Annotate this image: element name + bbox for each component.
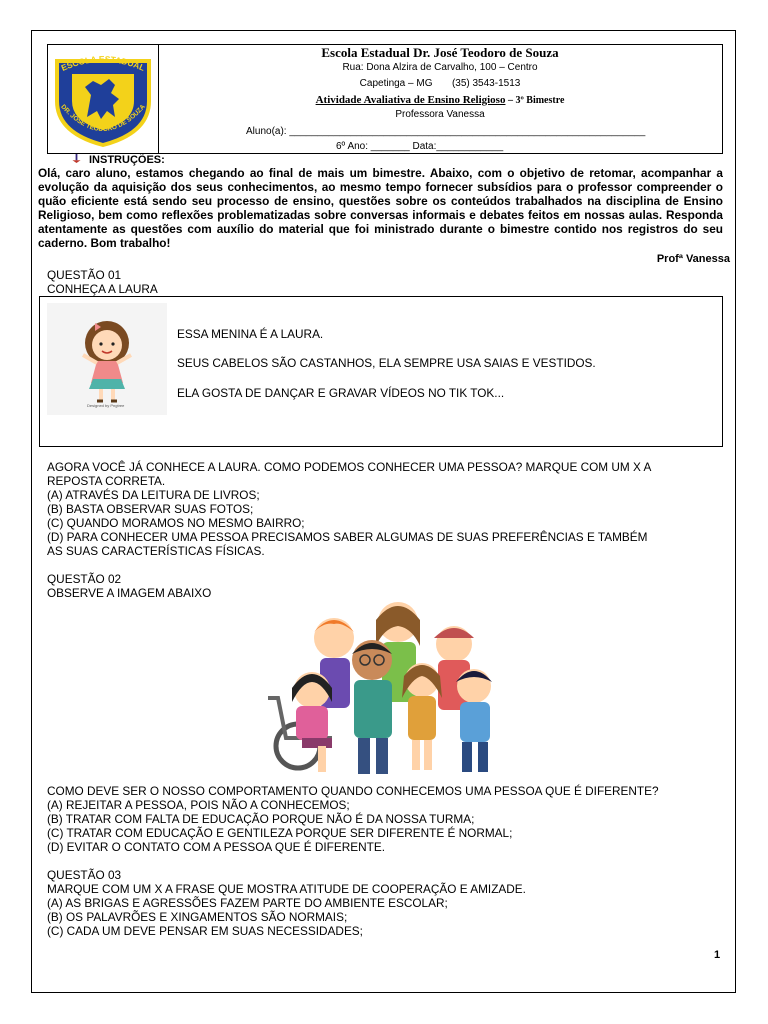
school-name: Escola Estadual Dr. José Teodoro de Souza — [321, 45, 559, 60]
diverse-children-illustration — [262, 598, 510, 784]
q2-number: QUESTÃO 02 — [47, 572, 122, 586]
q2-option-b[interactable]: (B) TRATAR COM FALTA DE EDUCAÇÃO PORQUE NÃO É DA NOSSA TURMA; — [47, 812, 475, 826]
instructions-body: Olá, caro aluno, estamos chegando ao final de mais um bimestre. Abaixo, com o objetivo de retomar, acompanhar a evolução da aquisição dos seus conhecimentos, ao mesmo tempo fornecer subsídios para o professor compreender o quão eficiente está sendo seu processo de ensino, questões sobre os conteúdos trabalhados na disciplina de Ensino Religioso, bem como reflexões problematizadas sobre conversas informais e debates feitos em nossas aulas. Responda atentamente as questões com auxílio do material que foi ministrado durante o bimestre contido nos registros do seu caderno. Bom trabalho! — [38, 166, 723, 250]
page-number: 1 — [714, 949, 721, 961]
activity-name: Atividade Avaliativa de Ensino Religioso — [315, 94, 506, 106]
q2-title: OBSERVE A IMAGEM ABAIXO — [47, 586, 212, 600]
laura-illustration — [47, 303, 167, 415]
q1-title: CONHEÇA A LAURA — [47, 282, 158, 296]
q3-option-a[interactable]: (A) AS BRIGAS E AGRESSÕES FAZEM PARTE DO AMBIENTE ESCOLAR; — [47, 896, 448, 910]
q3-prompt: MARQUE COM UM X A FRASE QUE MOSTRA ATITUDE DE COOPERAÇÃO E AMIZADE. — [47, 882, 526, 896]
activity-term: – 3º Bimestre — [505, 95, 565, 106]
q2-option-d[interactable]: (D) EVITAR O CONTATO COM A PESSOA QUE É DIFERENTE. — [47, 840, 386, 854]
q2-prompt: COMO DEVE SER O NOSSO COMPORTAMENTO QUANDO CONHECEMOS UMA PESSOA QUE É DIFERENTE? — [47, 784, 659, 798]
school-address: Rua: Dona Alzira de Carvalho, 100 – Centro — [342, 62, 538, 73]
logo-cell — [48, 45, 159, 153]
year-date-field[interactable]: 6º Ano: _______ Data:____________ — [336, 141, 504, 152]
school-city: Capetinga – MG — [359, 78, 433, 89]
q1-option-d[interactable]: (D) PARA CONHECER UMA PESSOA PRECISAMOS SABER ALGUMAS DE SUAS PREFERÊNCIAS E TAMBÉM — [47, 530, 648, 544]
q2-option-a[interactable]: (A) REJEITAR A PESSOA, POIS NÃO A CONHECEMOS; — [47, 798, 350, 812]
teacher-signature: Profª Vanessa — [656, 253, 730, 265]
school-phone: (35) 3543-1513 — [451, 78, 521, 89]
q1-option-c[interactable]: (C) QUANDO MORAMOS NO MESMO BAIRRO; — [47, 516, 305, 530]
q1-option-d-cont: AS SUAS CARACTERÍSTICAS FÍSICAS. — [47, 544, 265, 558]
q3-option-c[interactable]: (C) CADA UM DEVE PENSAR EM SUAS NECESSIDADES; — [47, 924, 363, 938]
laura-box — [39, 296, 723, 447]
q3-number: QUESTÃO 03 — [47, 868, 122, 882]
student-name-field[interactable]: Aluno(a): ________________________________________________________________ — [246, 126, 646, 137]
instructions-heading — [72, 154, 165, 166]
laura-line-2: SEUS CABELOS SÃO CASTANHOS, ELA SEMPRE USA SAIAS E VESTIDOS. — [177, 356, 596, 370]
school-logo — [53, 55, 153, 147]
q1-number: QUESTÃO 01 — [47, 268, 122, 282]
instructions-heading-text: INSTRUÇÕES: — [89, 154, 165, 166]
q1-option-a[interactable]: (A) ATRAVÉS DA LEITURA DE LIVROS; — [47, 488, 260, 502]
image-caption: Designed by Pngtree — [87, 403, 125, 408]
q1-prompt-line-2: REPOSTA CORRETA. — [47, 474, 166, 488]
girl-icon — [47, 303, 167, 415]
school-city-phone — [158, 78, 722, 89]
q3-option-b[interactable]: (B) OS PALAVRÕES E XINGAMENTOS SÃO NORMAIS; — [47, 910, 348, 924]
q1-prompt-line-1: AGORA VOCÊ JÁ CONHECE A LAURA. COMO PODEMOS CONHECER UMA PESSOA? MARQUE COM UM X A — [47, 460, 652, 474]
activity-title — [158, 94, 722, 106]
teacher-name: Professora Vanessa — [395, 109, 485, 120]
svg-text:DR. JOSÉ TEODORO DE SOUZA: DR. JOSÉ TEODORO DE SOUZA — [59, 103, 147, 134]
pin-bullet-icon — [72, 154, 81, 163]
svg-text:ESCOLA ESTADUAL: ESCOLA ESTADUAL — [59, 55, 147, 73]
q1-option-b[interactable]: (B) BASTA OBSERVAR SUAS FOTOS; — [47, 502, 254, 516]
laura-line-3: ELA GOSTA DE DANÇAR E GRAVAR VÍDEOS NO TIK TOK... — [177, 386, 505, 400]
laura-line-1: ESSA MENINA É A LAURA. — [177, 327, 324, 341]
header-box — [47, 44, 723, 154]
q2-option-c[interactable]: (C) TRATAR COM EDUCAÇÃO E GENTILEZA PORQUE SER DIFERENTE É NORMAL; — [47, 826, 513, 840]
